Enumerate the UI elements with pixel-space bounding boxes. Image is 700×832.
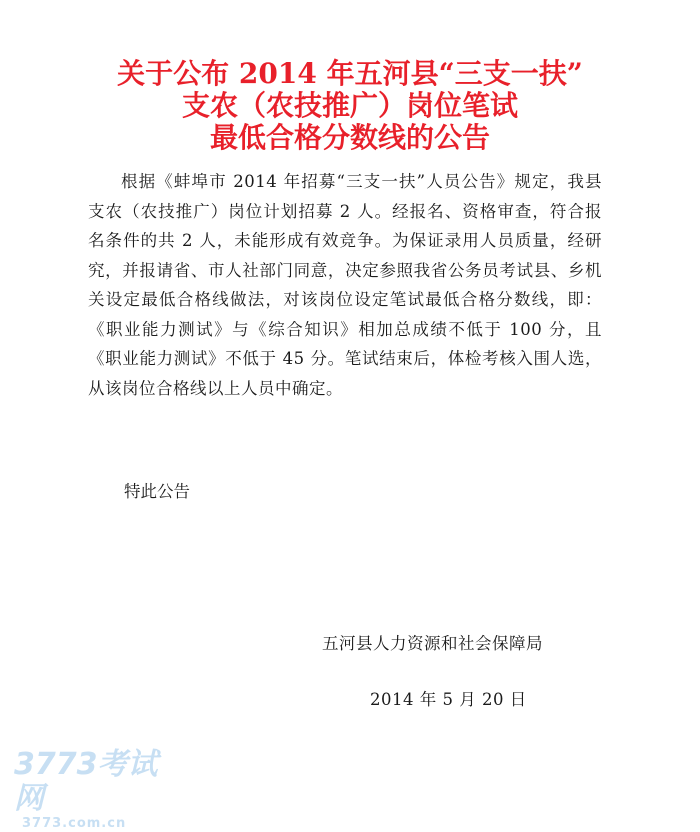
watermark-url-text: 3773.com.cn	[22, 816, 127, 831]
title-line-2: 支农（农技推广）岗位笔试	[181, 89, 518, 122]
document-title	[0, 58, 700, 154]
announcement-body: 根据《蚌埠市 2014 年招募“三支一扶”人员公告》规定，我县支农（农技推广）岗位计划招募 2 人。经报名、资格审查，符合报名条件的共 2 人，未能形成有效竞争。为保证录用人员质量，经研究，并报请省、市人社部门同意，决定参照我省公务员考试县、乡机关设定最低合格线做法，对该岗位设定笔试最低合格分数线，即：《职业能力测试》与《综合知识》相加总成绩不低于 100 分，且《职业能力测试》不低于 45 分。笔试结束后，体检考核入围人选，从该岗位合格线以上人员中确定。	[88, 172, 602, 398]
closing-statement: 特此公告	[124, 482, 190, 501]
watermark-main-text: 3773考试网	[14, 747, 158, 816]
issue-date: 2014 年 5 月 20 日	[370, 690, 527, 709]
title-line-1: 关于公布 2014 年五河县“三支一扶”	[117, 57, 583, 90]
title-line-3: 最低合格分数线的公告	[209, 121, 490, 154]
issuing-authority: 五河县人力资源和社会保障局	[322, 634, 543, 653]
site-watermark-logo	[14, 747, 184, 831]
